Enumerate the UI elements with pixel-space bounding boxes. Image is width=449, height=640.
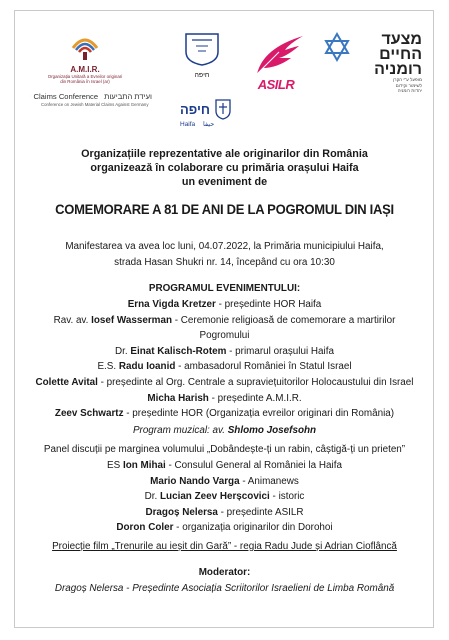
item-name: Erna Vigda Kretzer <box>127 299 216 310</box>
list-item <box>20 491 429 503</box>
film-projection: Proiecție film „Trenurile au ieșit din Gară” - regia Radu Jude și Adrian Cioflâncă <box>52 541 397 552</box>
metzad-small-3: יהדות רומניה <box>397 88 422 93</box>
item-name: Dragoș Nelersa <box>145 506 218 518</box>
item-prefix: Dr. <box>144 491 161 503</box>
item-rest: - președinte A.M.I.R. <box>208 392 302 404</box>
amir-subtitle-1: Organizația Unitară a Evreilor originari <box>47 74 123 79</box>
event-title: COMEMORARE A 81 DE ANI DE LA POGROMUL DIN IAȘI <box>55 201 394 217</box>
asilr-logo <box>243 34 309 92</box>
item-name: Radu Ioanid <box>118 361 176 373</box>
list-item <box>20 377 429 389</box>
list-item <box>20 346 429 358</box>
amir-name: A.M.I.R. <box>70 65 100 74</box>
music-program <box>20 425 429 437</box>
details-line-1: Manifestarea va avea loc luni, 04.07.2022, la Primăria municipiului Haifa, <box>65 241 384 252</box>
march-of-the-living-logo <box>330 32 422 94</box>
list-item <box>20 460 429 472</box>
item-prefix: Rav. av. <box>53 314 92 326</box>
item-rest: - Ceremonie religioasă de comemorare a martirilor <box>172 314 396 326</box>
item-rest: - Consulul General al României la Haifa <box>165 460 342 471</box>
item-rest: - președinte ASILR <box>217 506 304 518</box>
claims-name: Claims Conference <box>33 91 99 101</box>
item-name: Zeev Schwartz <box>54 408 124 420</box>
metzad-small-2: לשימור וקידום <box>395 82 422 88</box>
item-rest: - Animanews <box>239 475 299 487</box>
amir-emblem-icon <box>65 30 105 64</box>
claims-subtitle: Conference on Jewish Material Claims Against Germany <box>41 102 149 107</box>
item-name: Einat Kalisch-Rotem <box>130 345 227 357</box>
moderator-heading: Moderator: <box>198 567 251 578</box>
list-item <box>20 330 429 342</box>
item-prefix: ES <box>107 460 123 471</box>
amir-logo <box>30 30 140 84</box>
haifa-emblem-icon <box>214 98 232 120</box>
list-item <box>20 522 429 534</box>
haifa-arabic: حيفا <box>203 121 215 128</box>
list-item <box>20 393 429 405</box>
hor-badge-text: חיפה <box>194 72 210 79</box>
moderator-text: Dragoș Nelersa - Președinte Asociația Scriitorilor Israelieni de Limba Română <box>54 583 395 594</box>
hor-emblem-icon <box>182 30 222 66</box>
item-rest: - istoric <box>269 491 305 503</box>
haifa-hebrew: חיפה <box>180 101 211 117</box>
asilr-name: ASILR <box>257 77 295 92</box>
item-prefix: E.S. <box>97 361 119 373</box>
haifa-latin: Haifa <box>180 121 196 128</box>
music-name: Shlomo Josefsohn <box>227 425 317 436</box>
metzad-line-1: מצעד <box>381 31 422 48</box>
details-line-2: strada Hasan Shukri nr. 14, începând cu ora 10:30 <box>114 257 335 268</box>
logo-band <box>30 30 422 128</box>
hor-haifa-badge <box>182 30 222 79</box>
item-rest: - organizația originarilor din Dorohoi <box>173 522 333 534</box>
item-name: Micha Harish <box>147 392 209 404</box>
list-item <box>20 476 429 488</box>
item-rest: - ambasadorul României în Statul Israel <box>175 361 352 373</box>
haifa-municipality-logo <box>180 98 240 128</box>
metzad-line-3: רומניה <box>374 61 422 78</box>
item-rest: - președinte HOR Haifa <box>215 299 322 310</box>
item-rest: - primarul orașului Haifa <box>226 345 334 357</box>
item-name: Iosef Wasserman <box>91 314 172 326</box>
star-of-david-icon <box>324 32 350 62</box>
amir-subtitle-2: din România în Israel (ar) <box>60 79 110 84</box>
intro-line-3: un eveniment de <box>181 176 268 188</box>
list-item <box>20 408 429 420</box>
item-name: Mario Nando Varga <box>150 475 240 487</box>
metzad-line-2: החיים <box>379 46 422 63</box>
item-name: Lucian Zeev Herșcovici <box>160 491 270 503</box>
panel-intro: Panel discuții pe marginea volumului „Dobândește-ți un rabin, câștigă-ți un prieten” <box>43 444 406 455</box>
item-prefix: Dr. <box>115 345 131 357</box>
item-name: Colette Avital <box>35 377 98 388</box>
quill-icon <box>243 34 309 76</box>
intro-line-2: organizează în colaborare cu primăria orașului Haifa <box>90 162 359 174</box>
item-rest: Pogromului <box>199 330 250 342</box>
claims-conference-logo <box>30 90 152 107</box>
item-rest: - președinte HOR (Organizația evreilor originari din România) <box>123 408 395 420</box>
list-item <box>20 507 429 519</box>
list-item <box>20 361 429 373</box>
item-name: Ion Mihai <box>122 460 166 471</box>
metzad-small-1: מופעל ע"י הקרן <box>393 77 422 82</box>
intro-line-1: Organizațiile reprezentative ale originarilor din România <box>81 148 368 160</box>
claims-hebrew: ועידת התביעות <box>104 91 152 101</box>
menorah-icon <box>30 90 31 102</box>
list-item <box>20 299 429 311</box>
item-rest: - președinte al Org. Centrale a supraviețuitorilor Holocaustului din Israel <box>97 377 414 388</box>
program-heading: PROGRAMUL EVENIMENTULUI: <box>148 283 301 294</box>
list-item <box>20 315 429 327</box>
music-prefix: Program muzical: av. <box>132 425 228 436</box>
item-name: Doron Coler <box>116 522 174 534</box>
